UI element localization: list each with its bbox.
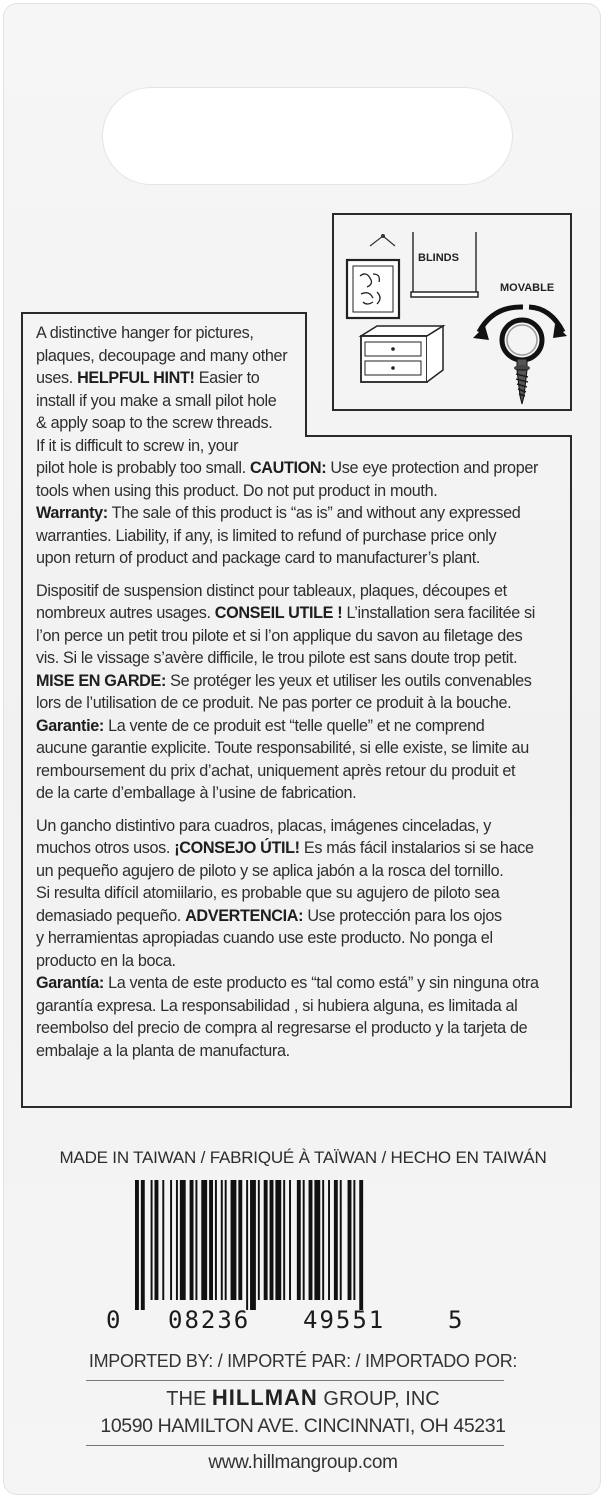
barcode-digit-right: 5 <box>448 1306 465 1334</box>
barcode-bar <box>250 1180 256 1310</box>
text-line <box>36 367 566 390</box>
barcode-bar <box>289 1180 291 1300</box>
text-line <box>36 602 566 625</box>
barcode-bar <box>314 1180 320 1300</box>
warranty-label: Warranty: <box>36 504 108 522</box>
text-fragment: Es más fácil instalarios si se hace <box>299 839 534 857</box>
text-fragment: uses. <box>36 369 78 387</box>
text-line: plaques, decoupage and many other <box>36 346 288 365</box>
text-line <box>36 457 566 480</box>
barcode-bar <box>162 1180 164 1300</box>
text-line <box>36 670 566 693</box>
barcode-bar <box>238 1180 242 1300</box>
hint-label: HELPFUL HINT! <box>77 369 195 387</box>
text-line: producto en la boca. <box>36 951 176 970</box>
warranty-label: Garantía: <box>36 974 104 992</box>
text-line: aucune garantie explicite. Toute responsabilité, si elle existe, se limite au <box>36 739 529 757</box>
divider <box>86 1445 504 1446</box>
text-line: Un gancho distintivo para cuadros, placas, imágenes cinceladas, y <box>36 816 492 835</box>
description-text <box>36 322 566 1072</box>
company-the: THE <box>166 1388 212 1410</box>
text-line <box>36 837 566 860</box>
picture-frame-icon <box>347 234 399 318</box>
barcode-bar <box>258 1180 260 1300</box>
caution-label: CAUTION: <box>249 459 327 477</box>
warranty-label: Garantie: <box>36 716 104 735</box>
text-fragment: Use protección para los ojos <box>303 906 502 925</box>
barcode-bar <box>334 1180 338 1300</box>
barcode-bar <box>195 1180 197 1300</box>
divider <box>86 1380 504 1381</box>
barcode-group-right: 49551 <box>303 1306 386 1334</box>
barcode-bar <box>270 1180 274 1300</box>
brand-name: HILLMAN <box>211 1385 318 1410</box>
barcode-bar <box>303 1180 305 1300</box>
barcode-bar <box>141 1180 145 1310</box>
text-line: upon return of product and package card to manufacturer’s plant. <box>36 549 481 567</box>
barcode-bar <box>264 1180 268 1300</box>
barcode-bar <box>221 1180 223 1300</box>
hint-label: ¡CONSEJO ÚTIL! <box>174 839 300 857</box>
movable-label: MOVABLE <box>500 282 555 294</box>
text-line: l’on perce un petit trou pilote et si l’on applique du savon au filetage des <box>36 626 523 645</box>
text-line <box>36 972 566 995</box>
text-line: A distinctive hanger for pictures, <box>36 324 254 342</box>
text-line: de la carte d’emballage à l’usine de fabrication. <box>36 784 357 802</box>
text-line: Si resulta difícil atomiilario, es probable que su agujero de piloto sea <box>36 884 500 902</box>
text-line <box>36 905 566 928</box>
barcode-bar <box>180 1180 186 1300</box>
barcode-bar <box>225 1180 227 1300</box>
barcode-bar <box>348 1180 352 1300</box>
barcode-bar <box>275 1180 281 1300</box>
barcode-bar <box>309 1180 313 1300</box>
text-line: Dispositif de suspension distinct pour tableaux, plaques, découpes et <box>36 581 507 600</box>
barcode-bar <box>322 1180 324 1300</box>
barcode-group-left: 08236 <box>168 1306 251 1334</box>
barcode-bar <box>328 1180 330 1300</box>
text-fragment: demasiado pequeño. <box>36 906 186 925</box>
country-of-origin: MADE IN TAIWAN / FABRIQUÉ À TAÏWAN / HECHO EN TAIWÁN <box>59 1148 547 1167</box>
barcode-bar <box>359 1180 363 1310</box>
text-line: remboursement du prix d’achat, uniquement après retour du produit et <box>36 761 516 780</box>
barcode-bar <box>283 1180 285 1300</box>
blinds-label: BLINDS <box>418 252 459 264</box>
text-line: tools when using this product. Do not put product in mouth. <box>36 481 438 500</box>
barcode-bar <box>231 1180 237 1300</box>
text-fragment: nombreux autres usages. <box>36 604 215 622</box>
blinds-icon <box>411 232 478 297</box>
english-paragraph <box>36 322 566 570</box>
text-fragment: Use eye protection and proper <box>326 459 539 477</box>
barcode-bar <box>135 1180 139 1310</box>
text-line <box>36 502 566 525</box>
text-line: reembolso del precio de compra al regresarse el producto y la tarjeta de <box>36 1019 528 1037</box>
barcode-bar <box>209 1180 213 1300</box>
company-name <box>0 1385 606 1411</box>
text-fragment: pilot hole is probably too small. <box>36 459 250 477</box>
company-suffix: GROUP, INC <box>317 1388 440 1410</box>
barcode-bar <box>246 1180 248 1310</box>
text-line: lors de l’utilisation de ce produit. Ne pas porter ce produit à la bouche. <box>36 694 512 712</box>
barcode-digit-left: 0 <box>106 1306 123 1334</box>
text-line: y herramientas apropiadas cuando use este producto. No ponga el <box>36 929 493 947</box>
barcode-bar <box>155 1180 159 1300</box>
text-line: un pequeño agujero de piloto y se aplica jabón a la rosca del tornillo. <box>36 861 504 880</box>
caution-label: MISE EN GARDE: <box>36 671 167 690</box>
text-fragment: La venta de este producto es “tal como está” y sin ninguna otra <box>103 974 539 992</box>
text-fragment: Easier to <box>194 369 260 387</box>
text-line: embalaje a la planta de manufactura. <box>36 1041 290 1060</box>
barcode-bar <box>215 1180 217 1300</box>
caution-label: ADVERTENCIA: <box>185 906 304 925</box>
company-address: 10590 HAMILTON AVE. CINCINNATI, OH 45231 <box>100 1415 506 1437</box>
french-paragraph <box>36 580 566 805</box>
text-line: vis. Si le vissage s’avère difficile, le trou pilote est sans doute trop petit. <box>36 649 518 667</box>
barcode-bar <box>201 1180 207 1300</box>
text-line: install if you make a small pilot hole <box>36 391 277 410</box>
text-line: & apply soap to the screw threads. <box>36 414 273 432</box>
text-fragment: The sale of this product is “as is” and without any expressed <box>107 504 521 522</box>
text-fragment: La vente de ce produit est “telle quelle” et ne comprend <box>103 716 485 735</box>
barcode-bar <box>340 1180 342 1300</box>
barcode-bar <box>170 1180 172 1300</box>
text-fragment: L’installation sera facilitée si <box>342 604 536 622</box>
text-line: garantía expresa. La responsabilidad , si hubiera alguna, es limitada al <box>36 996 518 1015</box>
website-url: www.hillmangroup.com <box>208 1452 398 1473</box>
text-fragment: Se protéger les yeux et utiliser les outils convenables <box>166 671 532 690</box>
text-line <box>36 715 566 738</box>
text-line: If it is difficult to screw in, your <box>36 436 239 455</box>
barcode-bar <box>190 1180 194 1300</box>
barcode-bar <box>176 1180 178 1300</box>
barcode-bar <box>297 1180 301 1300</box>
upc-barcode <box>135 1180 433 1310</box>
spanish-paragraph <box>36 815 566 1063</box>
barcode-bar <box>353 1180 355 1300</box>
barcode-bar <box>151 1180 153 1300</box>
text-fragment: muchos otros usos. <box>36 839 175 857</box>
text-line: warranties. Liability, if any, is limited to refund of purchase price only <box>36 526 497 545</box>
imported-by: IMPORTED BY: / IMPORTÉ PAR: / IMPORTADO POR: <box>88 1351 518 1371</box>
hint-label: CONSEIL UTILE ! <box>214 604 343 622</box>
